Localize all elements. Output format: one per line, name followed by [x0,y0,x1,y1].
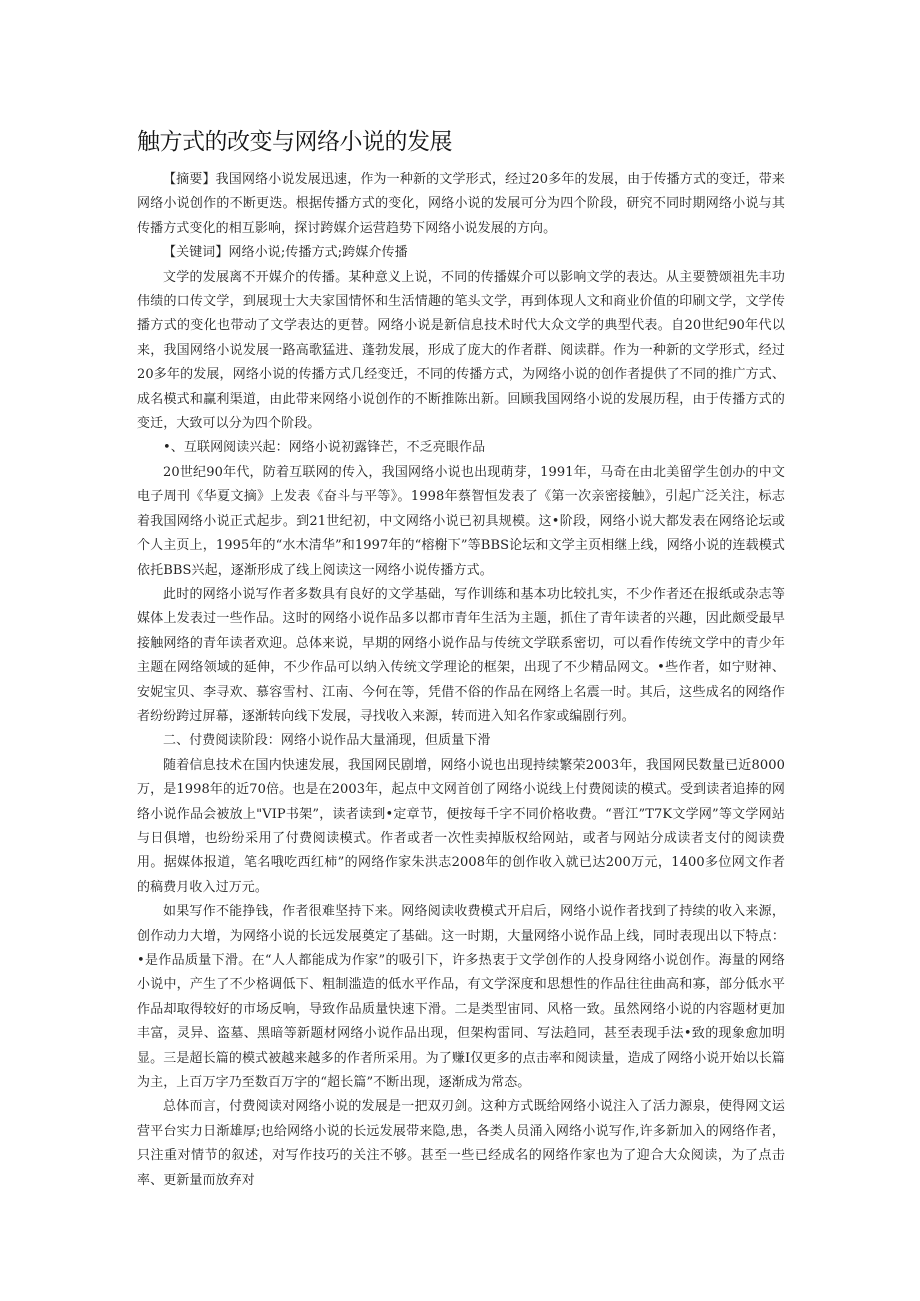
body-paragraph: 20世纪90年代，防着互联网的传入，我国网络小说也出现萌芽，1991年，马奇在由北美留学生创办的中文电子周刊《华夏文摘》上发表《奋斗与平等》。1998年蔡智恒发表了《第一次亲密接触》，引起广泛关注，标志着我国网络小说正式起步。到21世纪初，中文网络小说已初具规模。这•阶段，网络小说大都发表在网络论坛或个人主页上，1995年的“水木清华”和1997年的“榕榭下”等BBS论坛和文学主页相继上线，网络小说的连载模式依托BBS兴起，逐渐形成了线上阅读这一网络小说传播方式。 [137,464,785,578]
body-paragraph: 文学的发展离不开媒介的传播。某种意义上说，不同的传播媒介可以影响文学的表达。从主要赞颂祖先丰功伟绩的口传文学，到展现士大夫家国情怀和生活情趣的笔头文学，再到体现人文和商业价值的印刷文学，文学传播方式的变化也带动了文学表达的更替。网络小说是新信息技术时代大众文学的典型代表。自20世纪90年代以来，我国网络小说发展一路高歌猛进、蓬勃发展，形成了庞大的作者群、阅读群。作为一种新的文学形式，经过20多年的发展，网络小说的传播方式几经变迁，不同的传播方式，为网络小说的创作者提供了不同的推广方式、成名模式和赢利渠道，由此带来网络小说创作的不断推陈出新。回顾我国网络小说的发展历程，由于传播方式的变迁，大致可以分为四个阶段。 [137,269,785,432]
abstract-paragraph: 【摘要】我国网络小说发展迅速，作为一种新的文学形式，经过20多年的发展，由于传播方式的变迁，带来网络小说创作的不断更迭。根据传播方式的变化，网络小说的发展可分为四个阶段，研究不同时期网络小说与其传播方式变化的相互影响，探讨跨媒介运营趋势下网络小说发展的方向。 [137,172,785,236]
section-heading: 二、付费阅读阶段：网络小说作品大量涌现，但质量下滑 [163,733,491,749]
body-paragraph: 此时的网络小说写作者多数具有良好的文学基础，写作训练和基本功比较扎实，不少作者还在报纸或杂志等媒体上发表过一些作品。这时的网络小说作品多以都市青年生活为主题，抓住了青年读者的兴趣，因此颇受最早接触网络的青年读者欢迎。总体来说，早期的网络小说作品与传统文学联系密切，可以看作传统文学中的青少年主题在网络领域的延伸，不少作品可以纳入传统文学理论的框架，出现了不少精品网文。•些作者，如宁财神、安妮宝贝、李寻欢、慕容雪村、江南、今何在等，凭借不俗的作品在网络上名震一时。其后，这些成名的网络作者纷纷跨过屏幕，逐渐转向线下发展，寻找收入来源，转而进入知名作家或编剧行列。 [137,586,785,724]
article-title: 触方式的改变与网络小说的发展 [137,129,452,155]
body-paragraph: 随着信息技术在国内快速发展，我国网民剧增，网络小说也出现持续繁荣2003年，我国网民数量已近8000万，是1998年的近70倍。也是在2003年，起点中文网首创了网络小说线上付费阅读的模式。受到读者追捧的网络小说作品会被放上"VIP书架”，读者读到•定章节，便按每千字不同价格收费。“晋江”T7K文学网”等文学网站与日俱增，也纷纷采用了付费阅读模式。作者或者一次性卖掉版权给网站，或者与网站分成读者支付的阅读费用。据媒体报道，笔名哦吃西红柿”的网络作家朱洪志2008年的创作收入就已达200万元，1400多位网文作者的稿费月收入过万元。 [137,757,785,895]
body-paragraph: 如果写作不能挣钱，作者很难坚持下来。网络阅读收费模式开启后，网络小说作者找到了持续的收入来源，创作动力大增，为网络小说的长远发展奠定了基础。这一时期，大量网络小说作品上线，同时表现出以下特点：•是作品质量下滑。在“人人都能成为作家”的吸引下，许多热衷于文学创作的人投身网络小说创作。海量的网络小说中，产生了不少格调低下、粗制滥造的低水平作品，有文学深度和思想性的作品往往曲高和寡，部分低水平作品却取得较好的市场反响，导致作品质量快速下滑。二是类型宙同、风格一致。虽然网络小说的内容题材更加丰富，灵异、盗墓、黑暗等新题材网络小说作品出现，但架构雷同、写法趋同，甚至表现手法•致的现象愈加明显。三是超长篇的模式被越来越多的作者所采用。为了赚Ⅰ仅更多的点击率和阅读量，造成了网络小说开始以长篇为主，上百万字乃至数百万字的“超长篇”不断出现，逐渐成为常态。 [137,904,785,1091]
section-heading: •、互联网阅读兴起：网络小说初露锋芒，不乏亮眼作品 [163,440,486,456]
keywords-paragraph: 【关键词】网络小说;传播方式;跨媒介传播 [163,245,408,261]
article-body [137,168,785,1193]
body-paragraph: 总体而言，付费阅读对网络小说的发展是一把双刃剑。这种方式既给网络小说注入了活力源泉，使得网文运营平台实力日渐雄厚;也给网络小说的长远发展带来隐,患，各类人员涌入网络小说写作,许多新加入的网络作者，只注重对情节的叙述，对写作技巧的关注不够。甚至一些已经成名的网络作家也为了迎合大众阅读，为了点击率、更新量而放弃对 [137,1099,785,1188]
